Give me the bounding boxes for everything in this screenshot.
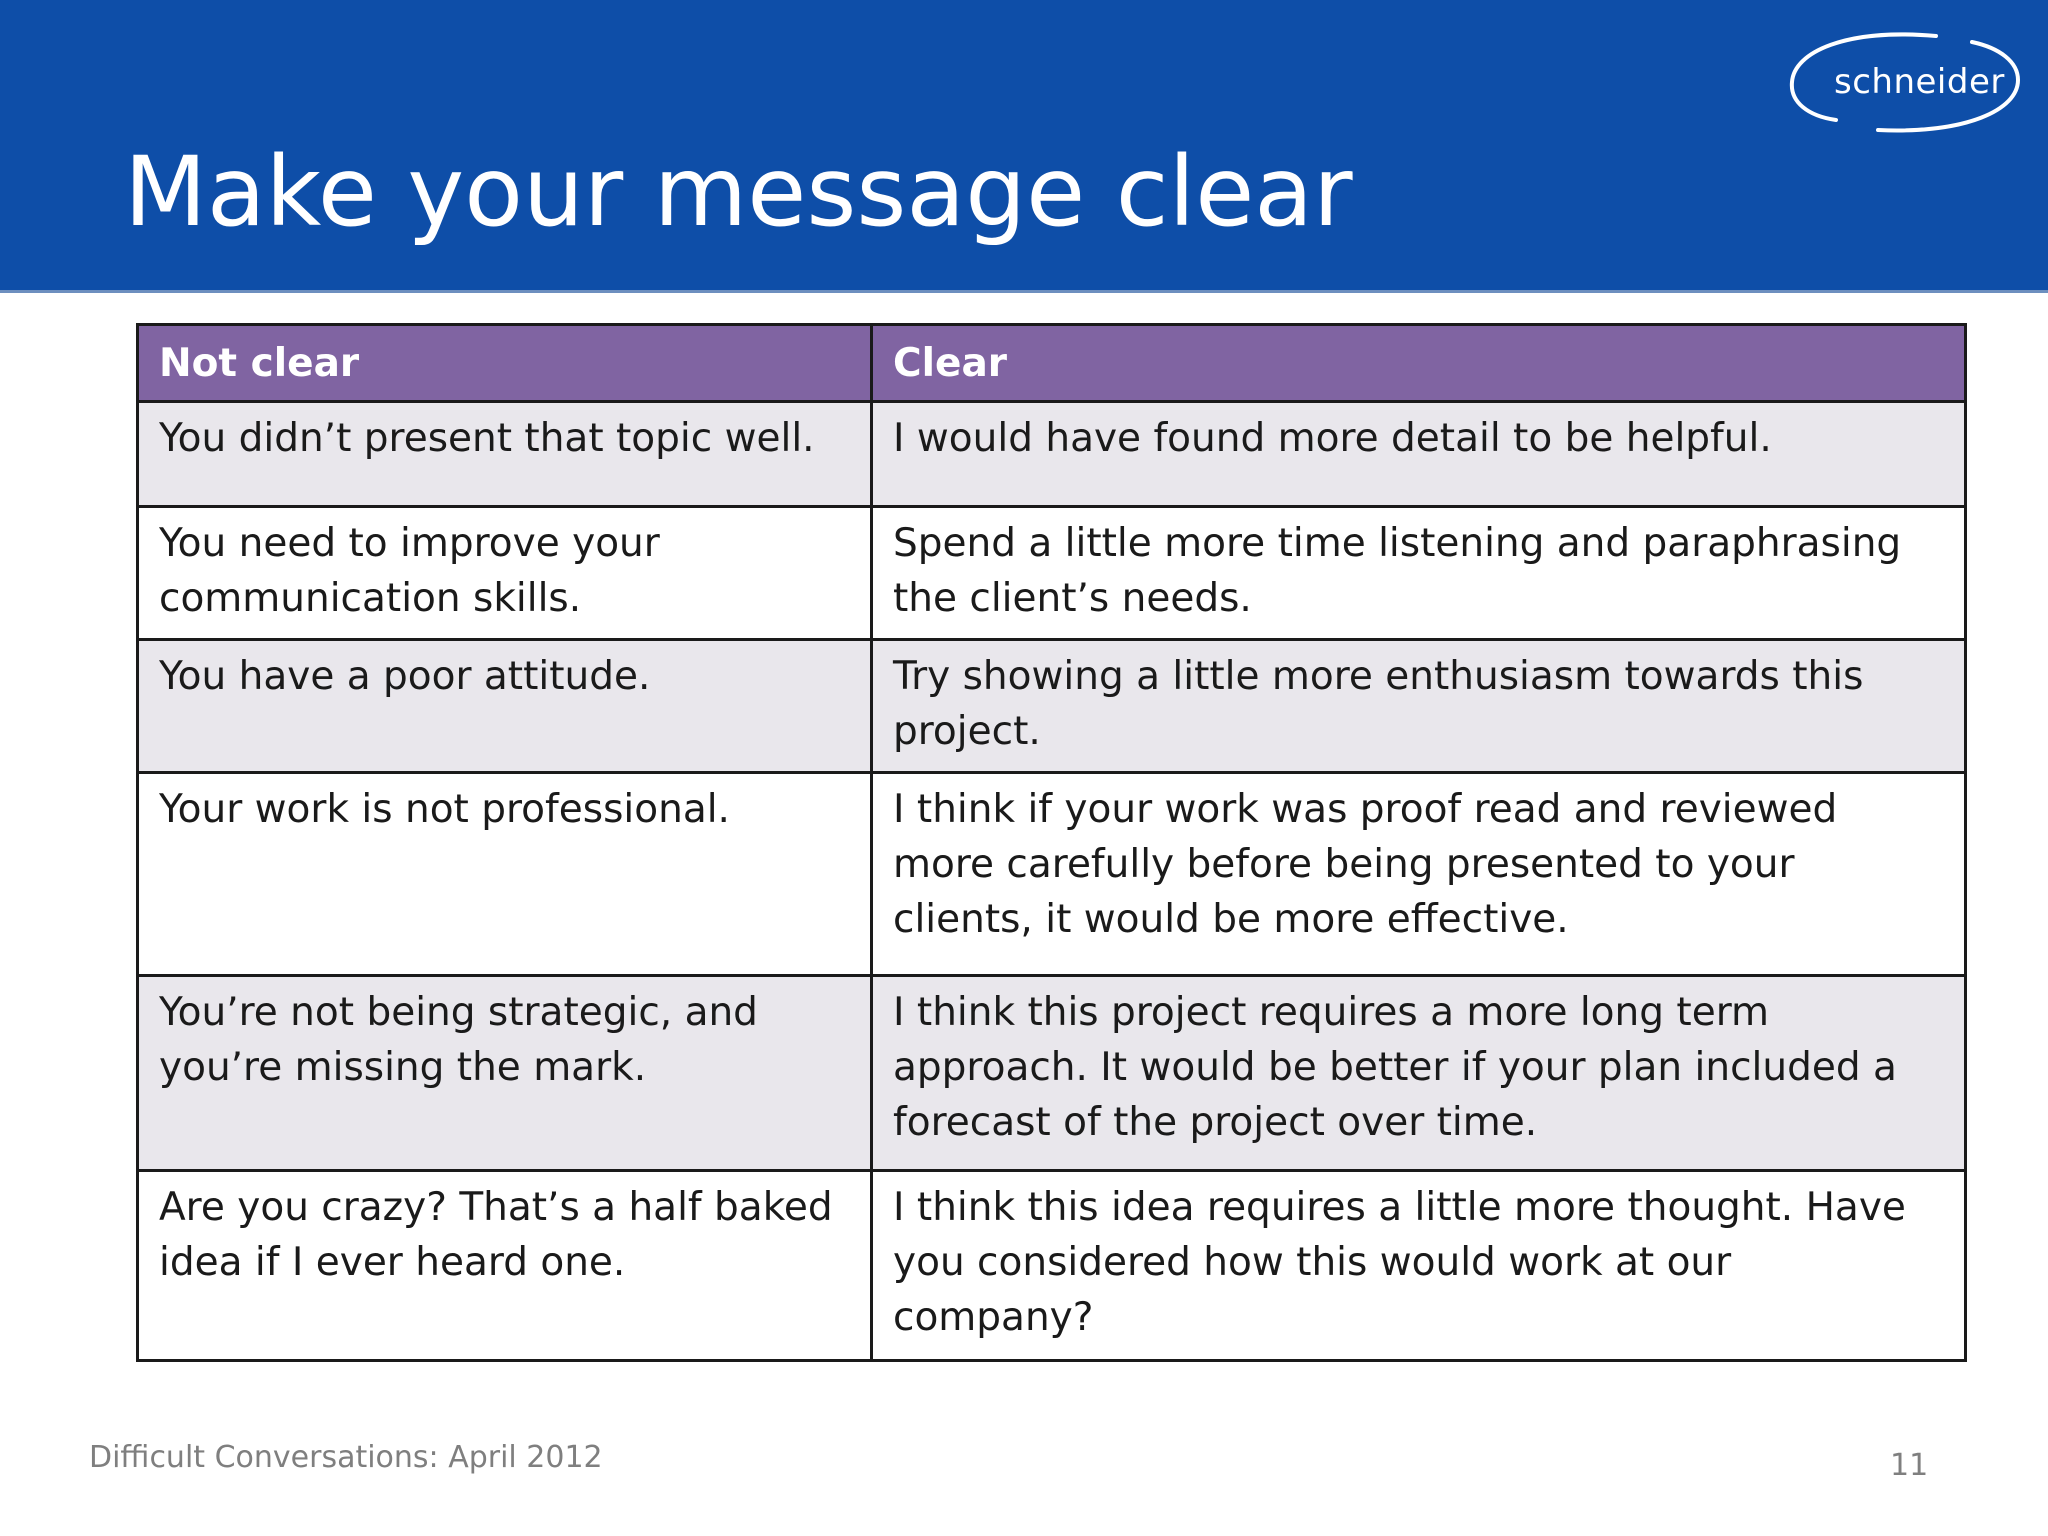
table-row bbox=[138, 402, 1966, 507]
column-header-not-clear: Not clear bbox=[138, 325, 872, 402]
table-row bbox=[138, 976, 1966, 1171]
not-clear-cell: You need to improve your communication skills. bbox=[138, 507, 872, 640]
logo-wordmark: schneider bbox=[1834, 62, 2005, 102]
slide-title: Make your message clear bbox=[124, 136, 1353, 248]
table-row bbox=[138, 507, 1966, 640]
clear-cell: I think if your work was proof read and reviewed more carefully before being presented to your clients, it would be more effective. bbox=[872, 773, 1966, 976]
not-clear-cell: You have a poor attitude. bbox=[138, 640, 872, 773]
column-header-clear: Clear bbox=[872, 325, 1966, 402]
not-clear-cell: You didn’t present that topic well. bbox=[138, 402, 872, 507]
table-row bbox=[138, 773, 1966, 976]
table-row bbox=[138, 640, 1966, 773]
clear-cell: I would have found more detail to be helpful. bbox=[872, 402, 1966, 507]
title-band bbox=[0, 0, 2048, 293]
schneider-logo bbox=[1786, 30, 2026, 140]
footer-text: Difficult Conversations: April 2012 bbox=[89, 1440, 603, 1475]
comparison-table bbox=[136, 323, 1967, 1362]
not-clear-cell: You’re not being strategic, and you’re missing the mark. bbox=[138, 976, 872, 1171]
clear-cell: I think this idea requires a little more thought. Have you considered how this would work at our company? bbox=[872, 1171, 1966, 1361]
not-clear-cell: Are you crazy? That’s a half baked idea if I ever heard one. bbox=[138, 1171, 872, 1361]
table-header-row bbox=[138, 325, 1966, 402]
page-number: 11 bbox=[1890, 1448, 1929, 1483]
clear-cell: I think this project requires a more long term approach. It would be better if your plan included a forecast of the project over time. bbox=[872, 976, 1966, 1171]
not-clear-cell: Your work is not professional. bbox=[138, 773, 872, 976]
clear-cell: Try showing a little more enthusiasm towards this project. bbox=[872, 640, 1966, 773]
table-row bbox=[138, 1171, 1966, 1361]
clear-cell: Spend a little more time listening and paraphrasing the client’s needs. bbox=[872, 507, 1966, 640]
